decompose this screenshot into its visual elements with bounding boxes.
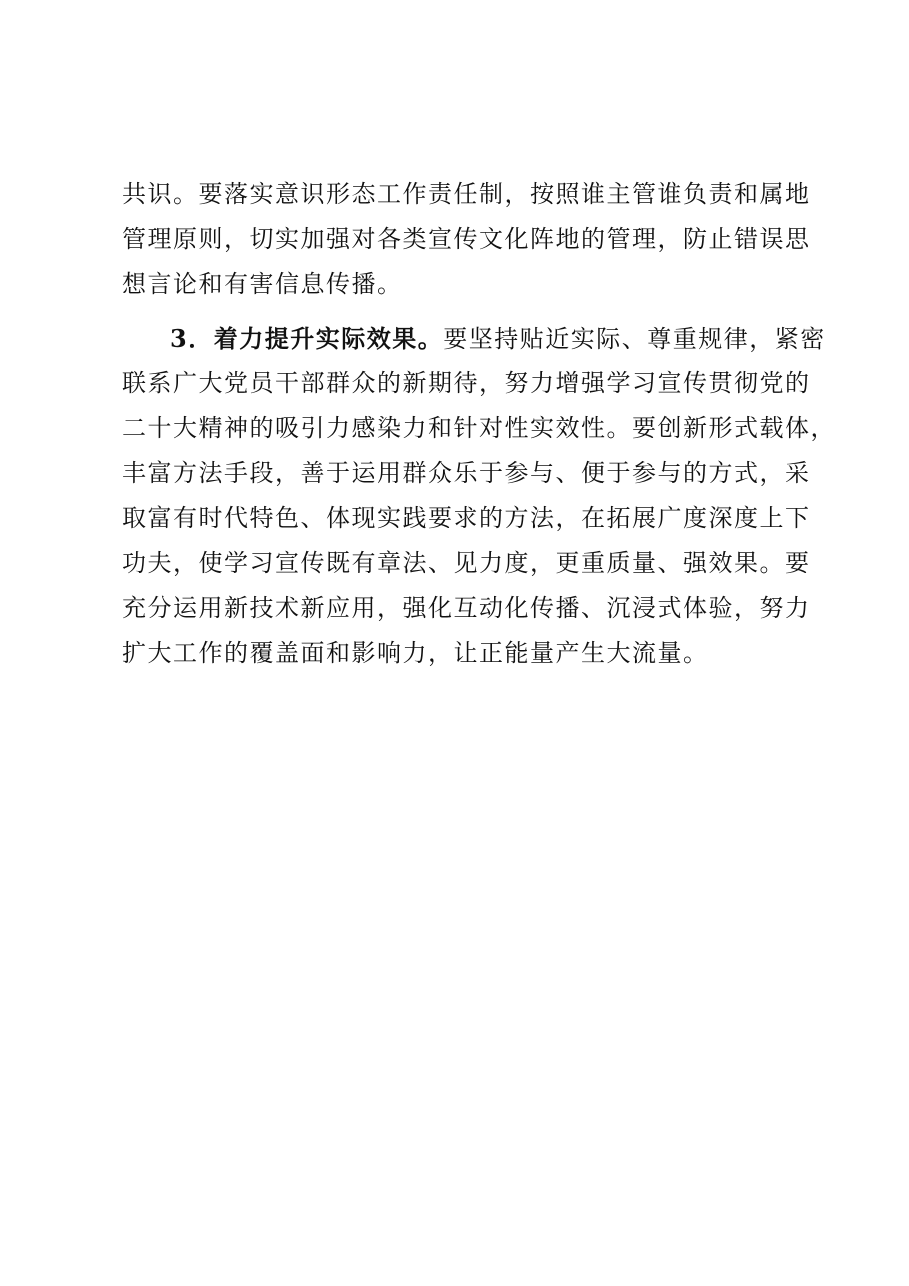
paragraph-line: 联系广大党员干部群众的新期待，努力增强学习宣传贯彻党的 [122, 369, 811, 397]
paragraph-line: 管理原则，切实加强对各类宣传文化阵地的管理，防止错误思 [122, 225, 811, 253]
section-heading: 3．着力提升实际效果。 [170, 324, 444, 353]
paragraph-line: 充分运用新技术新应用，强化互动化传播、沉浸式体验，努力 [122, 594, 811, 622]
paragraph-responsibility [122, 172, 811, 307]
paragraph-line: 取富有时代特色、体现实践要求的方法，在拓展广度深度上下 [122, 504, 811, 532]
paragraph-line: 二十大精神的吸引力感染力和针对性实效性。要创新形式载体， [122, 414, 836, 442]
paragraph-line: 共识。要落实意识形态工作责任制，按照谁主管谁负责和属地 [122, 180, 811, 208]
paragraph-line: 想言论和有害信息传播。 [122, 270, 403, 298]
paragraph-line: 扩大工作的覆盖面和影响力，让正能量产生大流量。 [122, 639, 709, 667]
paragraph-first-line [122, 316, 826, 361]
paragraph-line: 丰富方法手段，善于运用群众乐于参与、便于参与的方式，采 [122, 459, 811, 487]
paragraph-line: 功夫，使学习宣传既有章法、见力度，更重质量、强效果。要 [122, 549, 811, 577]
paragraph-effect [122, 316, 836, 676]
first-line-text: 要坚持贴近实际、尊重规律，紧密 [443, 325, 826, 353]
